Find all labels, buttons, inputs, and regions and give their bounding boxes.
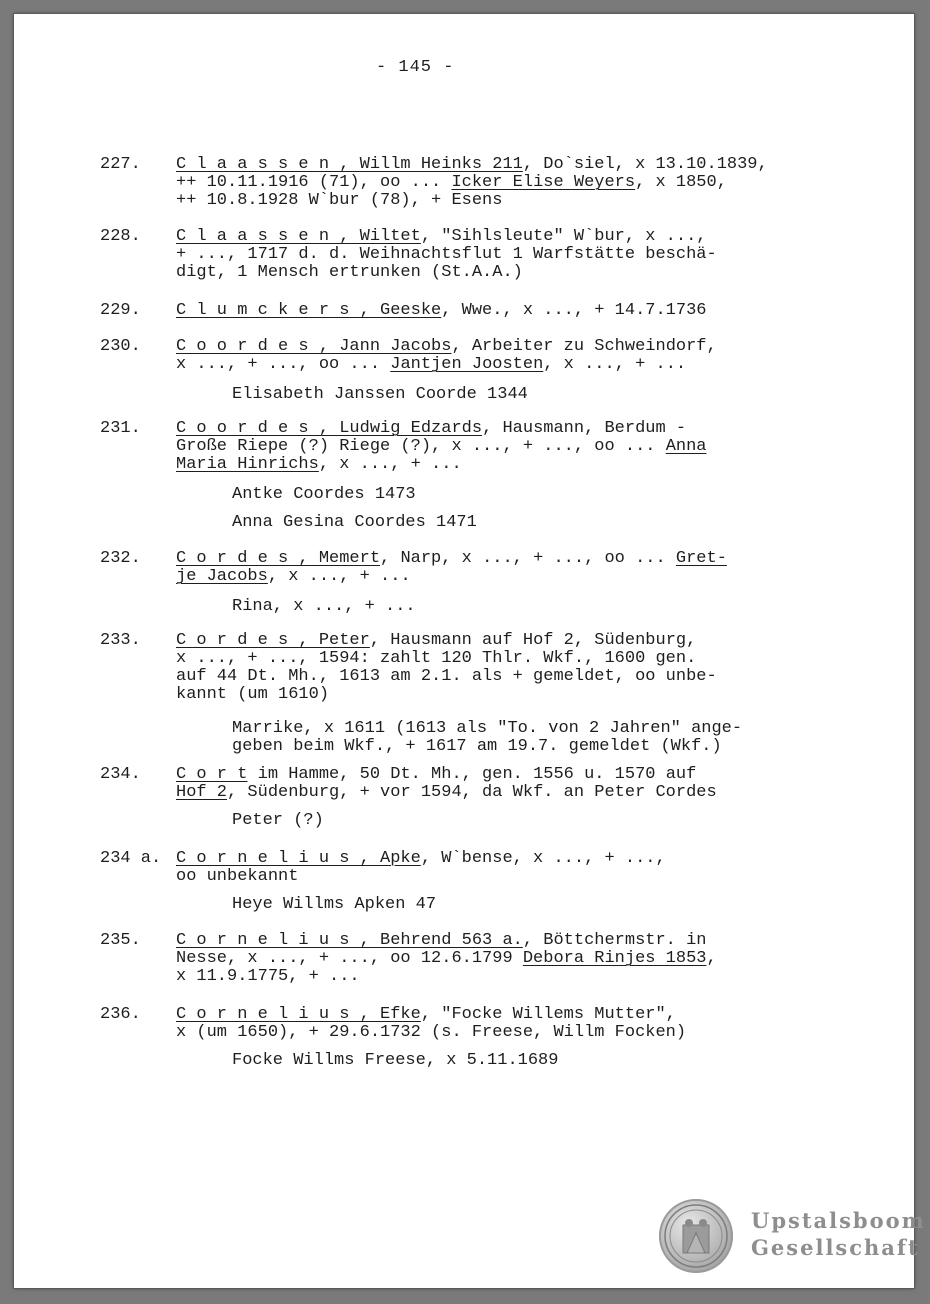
entry-line (176, 302, 707, 320)
entry-line (176, 356, 686, 374)
entry-number: 234 a. (100, 849, 162, 868)
child-line: Antke Coordes 1473 (232, 485, 416, 504)
entry-line (176, 1024, 686, 1042)
entry-text: , Do`siel, x 13.10.1839, (522, 155, 768, 174)
underlined-name: C l u m c k e r s , Geeske (176, 301, 442, 320)
child-line: geben beim Wkf., + 1617 am 19.7. gemeldet (Wkf.) (232, 737, 722, 756)
entry-number: 236. (100, 1005, 141, 1024)
entry-line (176, 174, 727, 192)
underlined-name: C o o r d e s , Ludwig Edzards (176, 419, 483, 438)
entry-line (176, 338, 717, 356)
entry-text: , Arbeiter zu Schweindorf, (451, 337, 717, 356)
entry-number: 234. (100, 765, 141, 784)
entry-line (176, 950, 717, 968)
entry-text: Große Riepe (?) Riege (?), x ..., + ..., oo ... (176, 437, 666, 456)
entry-number: 231. (100, 419, 141, 438)
entry-text: , x ..., + ... (318, 455, 462, 474)
entry-text: , x 1850, (635, 173, 727, 192)
entry-text: , x ..., + ... (543, 355, 687, 374)
entry-text: x ..., + ..., 1594: zahlt 120 Thlr. Wkf., 1600 gen. (176, 649, 697, 668)
entry-text: , W`bense, x ..., + ..., (420, 849, 666, 868)
logo-line-1: Upstalsboom (751, 1208, 926, 1233)
entry-number: 227. (100, 155, 141, 174)
entry-text: kannt (um 1610) (176, 685, 330, 704)
underlined-name: C o o r d e s , Jann Jacobs (176, 337, 452, 356)
entry-line (176, 784, 717, 802)
entry-text: , "Sihlsleute" W`bur, x ..., (420, 227, 707, 246)
underlined-name: Jantjen Joosten (390, 355, 544, 374)
underlined-name: C o r n e l i u s , Efke (176, 1005, 421, 1024)
entry-line (176, 868, 298, 886)
underlined-name: C o r d e s , Memert (176, 549, 381, 568)
entry-line (176, 438, 707, 456)
entry-line (176, 766, 696, 784)
entry-number: 228. (100, 227, 141, 246)
entry-line (176, 420, 686, 438)
entry-line (176, 550, 727, 568)
entry-number: 230. (100, 337, 141, 356)
entry-number: 229. (100, 301, 141, 320)
entry-line (176, 568, 411, 586)
entry-text: im Hamme, 50 Dt. Mh., gen. 1556 u. 1570 auf (247, 765, 697, 784)
logo-text (751, 1207, 926, 1261)
entry-line (176, 192, 502, 210)
entry-text: , Hausmann auf Hof 2, Südenburg, (369, 631, 697, 650)
entry-text: , Südenburg, + vor 1594, da Wkf. an Peter Cordes (227, 783, 717, 802)
entry-line (176, 686, 329, 704)
underlined-name: C o r t (176, 765, 248, 784)
entry-text: x ..., + ..., oo ... (176, 355, 391, 374)
entry-line (176, 1006, 676, 1024)
entry-text: auf 44 Dt. Mh., 1613 am 2.1. als + gemeldet, oo unbe- (176, 667, 717, 686)
underlined-name: Maria Hinrichs (176, 455, 319, 474)
child-line: Marrike, x 1611 (1613 als "To. von 2 Jahren" ange- (232, 719, 743, 738)
underlined-name: Debora Rinjes 1853 (522, 949, 707, 968)
child-line: Peter (?) (232, 811, 324, 830)
child-line: Rina, x ..., + ... (232, 597, 416, 616)
entry-line (176, 650, 696, 668)
entry-text: , (706, 949, 717, 968)
entry-text: , Hausmann, Berdum - (482, 419, 687, 438)
underlined-name: C o r d e s , Peter (176, 631, 370, 650)
child-line: Heye Willms Apken 47 (232, 895, 437, 914)
underlined-name: C o r n e l i u s , Behrend 563 a. (176, 931, 523, 950)
entry-number: 233. (100, 631, 141, 650)
underlined-name: Hof 2 (176, 783, 228, 802)
entry-text: , "Focke Willems Mutter", (420, 1005, 676, 1024)
entry-text: + ..., 1717 d. d. Weihnachtsflut 1 Warfstätte beschä- (176, 245, 717, 264)
entry-line (176, 632, 696, 650)
entry-line (176, 264, 523, 282)
entry-text: ++ 10.11.1916 (71), oo ... (176, 173, 452, 192)
entry-line (176, 850, 666, 868)
entry-text: x (um 1650), + 29.6.1732 (s. Freese, Willm Focken) (176, 1023, 687, 1042)
page-number: - 145 - (376, 58, 455, 77)
entry-text: oo unbekannt (176, 867, 299, 886)
entry-line (176, 668, 717, 686)
entry-text: , Narp, x ..., + ..., oo ... (380, 549, 676, 568)
underlined-name: C l a a s s e n , Wiltet (176, 227, 421, 246)
entry-text: , Böttchermstr. in (522, 931, 707, 950)
underlined-name: Icker Elise Weyers (451, 173, 636, 192)
logo-line-2: Gesellschaft (751, 1235, 920, 1260)
entry-line (176, 932, 707, 950)
child-line: Anna Gesina Coordes 1471 (232, 513, 477, 532)
entry-text: , Wwe., x ..., + 14.7.1736 (441, 301, 707, 320)
document-page (14, 14, 926, 1288)
entry-line (176, 456, 462, 474)
child-line: Elisabeth Janssen Coorde 1344 (232, 385, 528, 404)
underlined-name: je Jacobs (176, 567, 268, 586)
entry-text: digt, 1 Mensch ertrunken (St.A.A.) (176, 263, 523, 282)
entry-line (176, 156, 768, 174)
entry-number: 235. (100, 931, 141, 950)
child-line: Focke Willms Freese, x 5.11.1689 (232, 1051, 559, 1070)
underlined-name: C o r n e l i u s , Apke (176, 849, 421, 868)
underlined-name: C l a a s s e n , Willm Heinks 211 (176, 155, 523, 174)
entry-number: 232. (100, 549, 141, 568)
entry-text: , x ..., + ... (267, 567, 411, 586)
entry-text: x 11.9.1775, + ... (176, 967, 360, 986)
entry-text: ++ 10.8.1928 W`bur (78), + Esens (176, 191, 503, 210)
underlined-name: Anna (665, 437, 707, 456)
entry-text: Nesse, x ..., + ..., oo 12.6.1799 (176, 949, 523, 968)
entry-line (176, 968, 360, 986)
seal-icon (659, 1199, 733, 1273)
entry-line (176, 246, 717, 264)
society-logo (659, 1199, 926, 1275)
underlined-name: Gret- (675, 549, 727, 568)
entry-line (176, 228, 707, 246)
